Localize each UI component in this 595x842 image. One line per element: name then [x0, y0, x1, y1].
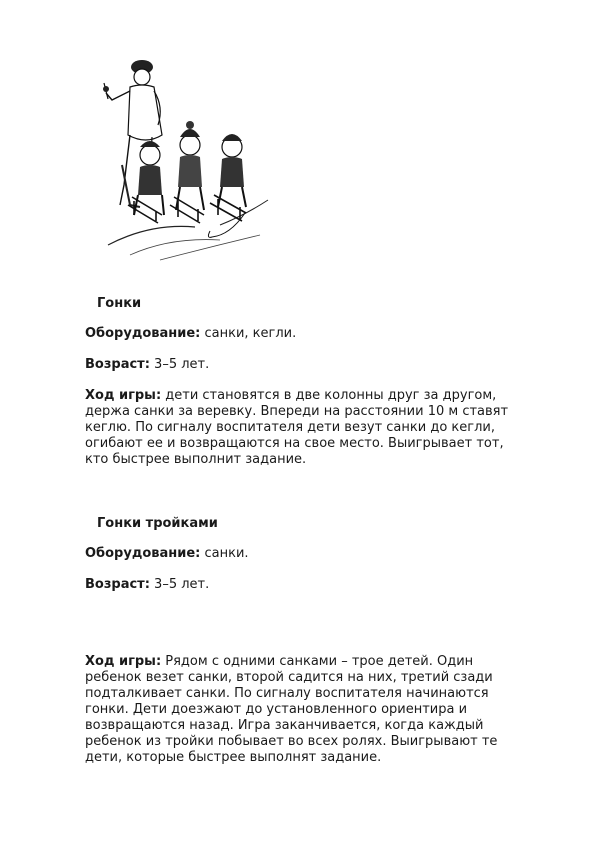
children-sleds-illustration [100, 55, 275, 265]
game-course-paragraph [85, 388, 545, 468]
course-line: кто быстрее выполнит задание. [85, 452, 307, 467]
age-label: Возраст: [85, 577, 150, 592]
game-course-paragraph [85, 654, 545, 766]
course-line: возвращаются назад. Игра заканчивается, когда каждый [85, 718, 484, 733]
course-line: ребенок везет санки, второй садится на них, третий сзади [85, 670, 493, 685]
course-line: Ход игры: дети становятся в две колонны друг за другом, [85, 388, 497, 403]
equipment-value: санки. [200, 546, 249, 561]
course-line: ребенок из тройки побывает во всех ролях. Выигрывают те [85, 734, 498, 749]
equipment-value: санки, кегли. [200, 326, 297, 341]
equipment-line [85, 326, 545, 342]
course-label: Ход игры: [85, 388, 162, 403]
course-line: кеглю. По сигналу воспитателя дети везут санки до кегли, [85, 420, 495, 435]
age-line [85, 577, 545, 593]
course-line: дети, которые быстрее выполнят задание. [85, 750, 382, 765]
equipment-label: Оборудование: [85, 326, 201, 341]
course-line: огибают ее и возвращаются на свое место. Выигрывает тот, [85, 436, 504, 451]
course-line: держа санки за веревку. Впереди на расстоянии 10 м ставят [85, 404, 509, 419]
course-line: Ход игры: Рядом с одними санками – трое детей. Один [85, 654, 474, 669]
section-title-triple-races: Гонки тройками [97, 516, 218, 531]
course-line: гонки. Дети доезжают до установленного ориентира и [85, 702, 468, 717]
age-value: 3–5 лет. [149, 357, 210, 372]
age-line [85, 357, 545, 373]
course-label: Ход игры: [85, 654, 162, 669]
equipment-label: Оборудование: [85, 546, 201, 561]
course-line: подталкивает санки. По сигналу воспитателя начинаются [85, 686, 489, 701]
section-title-races: Гонки [97, 296, 142, 311]
equipment-line [85, 546, 545, 562]
age-value: 3–5 лет. [149, 577, 210, 592]
age-label: Возраст: [85, 357, 150, 372]
